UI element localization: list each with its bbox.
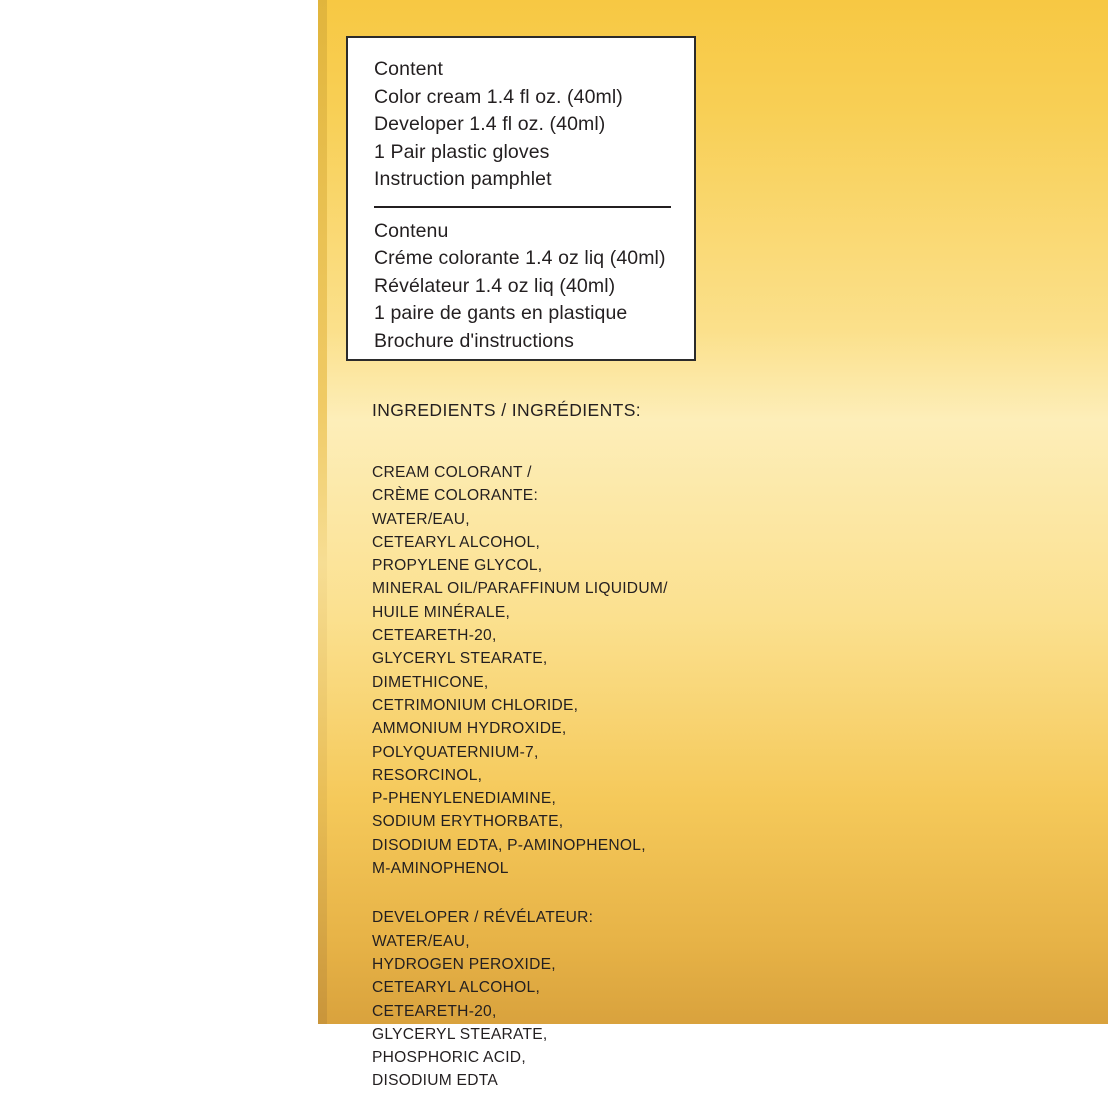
- ingredient-item: HUILE MINÉRALE,: [372, 603, 511, 621]
- ingredients-heading: INGREDIENTS / INGRÉDIENTS:: [372, 400, 642, 420]
- ingredient-group-title-line: DEVELOPER / RÉVÉLATEUR:: [372, 909, 594, 927]
- ingredient-item: CETRIMONIUM CHLORIDE,: [372, 696, 579, 714]
- ingredient-item: PHOSPHORIC ACID,: [372, 1049, 526, 1067]
- ingredient-item: CETEARETH-20,: [372, 627, 497, 645]
- content-line-english-3: 1 Pair plastic gloves: [374, 140, 550, 163]
- ingredient-item: M-AMINOPHENOL: [372, 860, 509, 878]
- ingredient-group-title-line: CRÈME COLORANTE:: [372, 487, 539, 505]
- ingredient-item: P-PHENYLENEDIAMINE,: [372, 790, 557, 808]
- contents-divider: [374, 206, 671, 208]
- ingredient-item: PROPYLENE GLYCOL,: [372, 557, 543, 575]
- ingredient-item: CETEARETH-20,: [372, 1002, 497, 1020]
- content-line-french-1: Créme colorante 1.4 oz liq (40ml): [374, 247, 666, 269]
- ingredient-item: WATER/EAU,: [372, 932, 470, 950]
- content-line-english-2: Developer 1.4 fl oz. (40ml): [374, 113, 606, 135]
- package-fold-edge: [318, 0, 327, 1024]
- ingredient-item: WATER/EAU,: [372, 510, 470, 528]
- contents-box: [346, 36, 696, 361]
- ingredient-item: GLYCERYL STEARATE,: [372, 650, 548, 668]
- ingredient-item: RESORCINOL,: [372, 766, 483, 784]
- ingredient-item: DISODIUM EDTA: [372, 1072, 498, 1090]
- ingredient-item: HYDROGEN PEROXIDE,: [372, 955, 556, 973]
- ingredient-group-title-line: CREAM COLORANT /: [372, 464, 532, 481]
- ingredient-item: CETEARYL ALCOHOL,: [372, 979, 541, 997]
- ingredient-item: MINERAL OIL/PARAFFINUM LIQUIDUM/: [372, 580, 668, 598]
- content-heading-french: Contenu: [374, 219, 449, 242]
- ingredient-item: SODIUM ERYTHORBATE,: [372, 813, 564, 831]
- content-line-french-4: Brochure d'instructions: [374, 329, 575, 352]
- ingredient-group-cream-colorant: [372, 461, 792, 880]
- ingredient-item: DIMETHICONE,: [372, 673, 489, 691]
- ingredient-item: POLYQUATERNIUM-7,: [372, 743, 539, 761]
- ingredient-group-developer: [372, 906, 792, 1092]
- ingredient-item: GLYCERYL STEARATE,: [372, 1025, 548, 1043]
- content-line-english-1: Color cream 1.4 fl oz. (40ml): [374, 85, 623, 108]
- content-line-english-4: Instruction pamphlet: [374, 168, 552, 190]
- ingredient-item: DISODIUM EDTA, P-AMINOPHENOL,: [372, 836, 646, 854]
- package-side-panel: [318, 0, 1108, 1090]
- content-heading-english: Content: [374, 58, 443, 80]
- ingredients-section: [372, 400, 792, 1119]
- ingredient-item: AMMONIUM HYDROXIDE,: [372, 720, 567, 738]
- content-line-french-2: Révélateur 1.4 oz liq (40ml): [374, 274, 616, 297]
- content-line-french-3: 1 paire de gants en plastique: [374, 302, 628, 324]
- ingredient-item: CETEARYL ALCOHOL,: [372, 533, 541, 551]
